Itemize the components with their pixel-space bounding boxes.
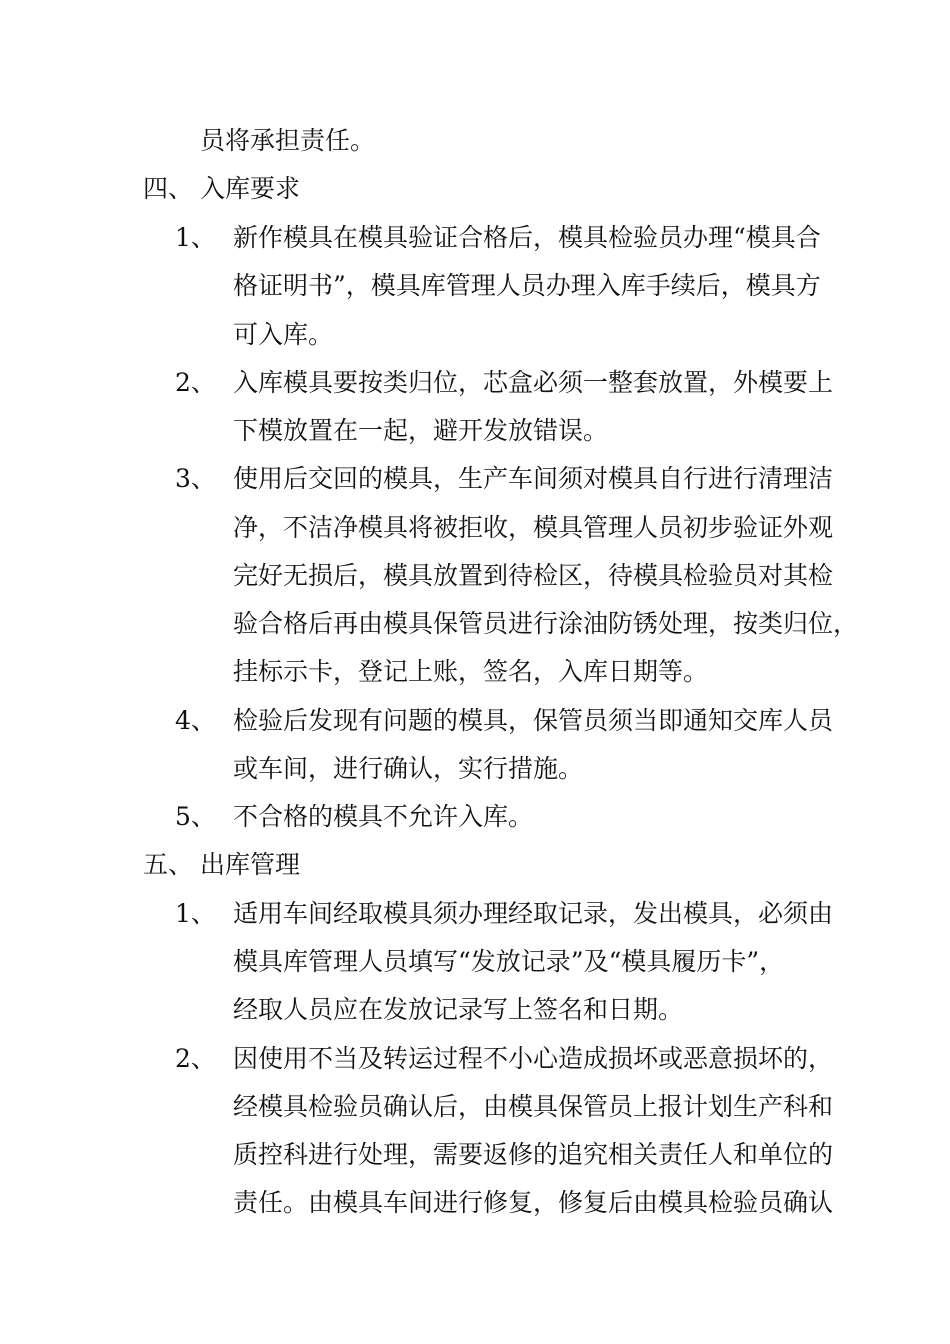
list-item-line: 挂标示卡，登记上账，签名，入库日期等。	[233, 657, 709, 686]
list-item-line: 完好无损后，模具放置到待检区，待模具检验员对其检	[233, 561, 834, 590]
list-item-line: 入库模具要按类归位，芯盒必须一整套放置，外模要上	[233, 368, 834, 397]
list-item-line: 模具库管理人员填写“发放记录”及“模具履历卡”，	[233, 947, 785, 976]
list-item-line: 责任。由模具车间进行修复，修复后由模具检验员确认	[233, 1188, 834, 1217]
section-title: 出库管理	[200, 850, 301, 879]
list-item-number: 3、	[175, 464, 216, 493]
list-item-number: 1、	[175, 223, 216, 252]
continuation-text: 员将承担责任。	[200, 126, 376, 155]
section-number: 五、	[143, 850, 194, 879]
list-item-line: 不合格的模具不允许入库。	[233, 802, 534, 831]
list-item-line: 或车间，进行确认，实行措施。	[233, 754, 584, 783]
section-number: 四、	[143, 174, 194, 203]
list-item-line: 可入库。	[233, 320, 334, 349]
list-item-number: 4、	[175, 706, 216, 735]
list-item-line: 经取人员应在发放记录写上签名和日期。	[233, 995, 684, 1024]
list-item-number: 1、	[175, 899, 216, 928]
list-item-line: 验合格后再由模具保管员进行涂油防锈处理，按类归位，	[233, 609, 859, 638]
list-item-line: 使用后交回的模具，生产车间须对模具自行进行清理洁	[233, 464, 834, 493]
list-item-number: 5、	[175, 802, 216, 831]
list-item-line: 适用车间经取模具须办理经取记录，发出模具，必须由	[233, 899, 834, 928]
list-item-line: 检验后发现有问题的模具，保管员须当即通知交库人员	[233, 706, 834, 735]
list-item-line: 因使用不当及转运过程不小心造成损坏或恶意损坏的，	[233, 1044, 834, 1073]
list-item-line: 质控科进行处理，需要返修的追究相关责任人和单位的	[233, 1140, 834, 1169]
list-item-line: 格证明书”，模具库管理人员办理入库手续后，模具方	[233, 271, 821, 300]
list-item-number: 2、	[175, 1044, 216, 1073]
section-title: 入库要求	[200, 174, 301, 203]
list-item-line: 新作模具在模具验证合格后，模具检验员办理“模具合	[233, 223, 821, 252]
list-item-line: 经模具检验员确认后，由模具保管员上报计划生产科和	[233, 1092, 834, 1121]
list-item-number: 2、	[175, 368, 216, 397]
list-item-line: 下模放置在一起，避开发放错误。	[233, 416, 609, 445]
list-item-line: 净，不洁净模具将被拒收，模具管理人员初步验证外观	[233, 513, 834, 542]
